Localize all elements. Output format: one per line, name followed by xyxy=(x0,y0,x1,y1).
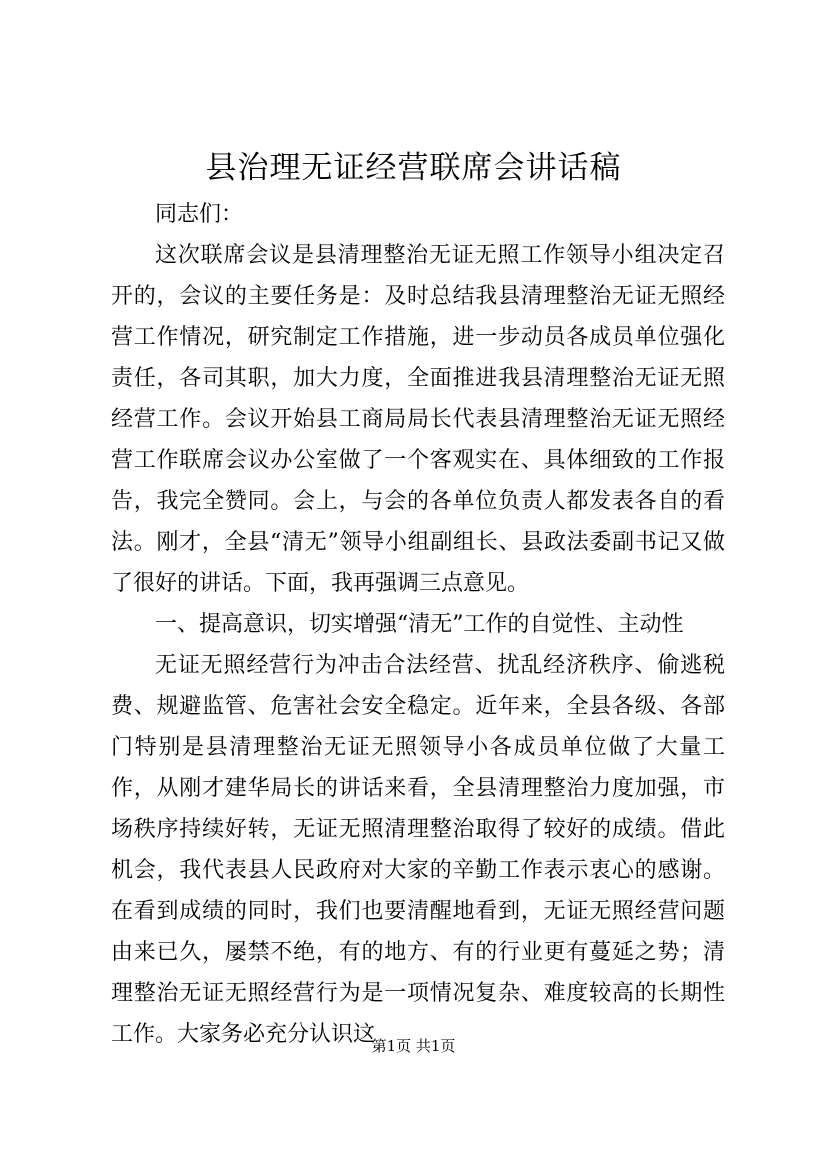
page-number: 第1页 共1页 xyxy=(371,1037,456,1055)
paragraph-2: 无证无照经营行为冲击合法经营、扰乱经济秩序、偷逃税费、规避监管、危害社会安全稳定。近年来，全县各级、各部门特别是县清理整治无证无照领导小各成员单位做了大量工作，从刚才建华局长的讲话来看，全县清理整治力度加强，市场秩序持续好转，无证无照清理整治取得了较好的成绩。借此机会，我代表县人民政府对大家的辛勤工作表示衷心的感谢。在看到成绩的同时，我们也要清醒地看到，无证无照经营问题由来已久，屡禁不绝，有的地方、有的行业更有蔓延之势；清理整治无证无照经营行为是一项情况复杂、难度较高的长期性工作。大家务必充分认识这 xyxy=(111,653,725,1047)
page-footer xyxy=(0,1036,827,1056)
page-title: 县治理无证经营联席会讲话稿 xyxy=(205,150,622,186)
paragraph-1: 这次联席会议是县清理整治无证无照工作领导小组决定召开的，会议的主要任务是：及时总结我县清理整治无证无照经营工作情况，研究制定工作措施，进一步动员各成员单位强化责任，各司其职，加大力度，全面推进我县清理整治无证无照经营工作。会议开始县工商局局长代表县清理整治无证无照经营工作联席会议办公室做了一个客观实在、具体细致的工作报告，我完全赞同。会上，与会的各单位负责人都发表各自的看法。刚才，全县“清无”领导小组副组长、县政法委副书记又做了很好的讲话。下面，我再强调三点意见。 xyxy=(111,243,725,596)
section-heading-1: 一、提高意识，切实增强“清无”工作的自觉性、主动性 xyxy=(155,612,684,637)
document-body xyxy=(111,194,725,1055)
greeting: 同志们： xyxy=(155,202,244,227)
